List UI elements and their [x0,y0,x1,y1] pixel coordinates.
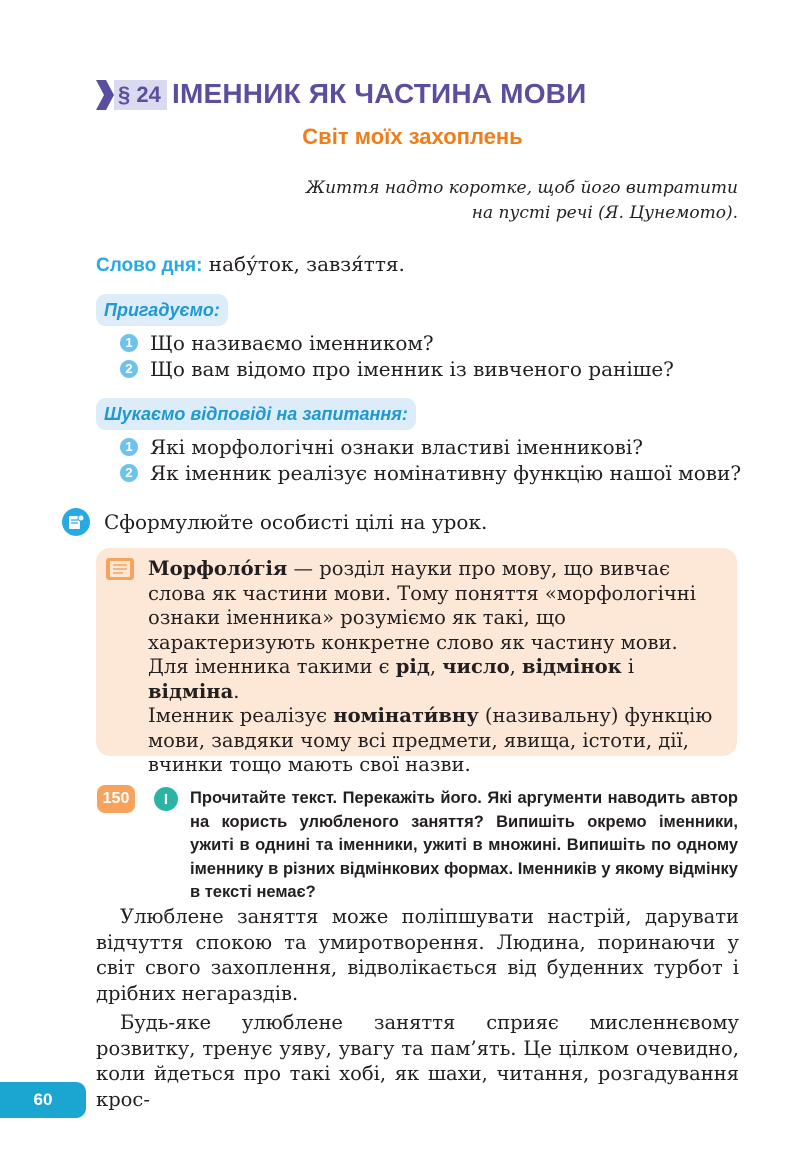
epigraph-line: на пусті речі (Я. Цунемото). [471,203,738,223]
number-badge: 2 [120,360,138,378]
remember-heading: Пригадуємо: [96,294,228,326]
list-item [120,434,741,460]
number-badge: 1 [120,438,138,456]
text-paragraph: Будь-яке улюблене заняття сприяє мисленнєвому розвитку, тренує уяву, увагу та пам’ять. Це цілком очевидно, коли йдеться про такі хобі, як шахи, читання, розгадування крос- [96,1011,739,1111]
goals-text: Сформулюйте особисті цілі на урок. [104,510,488,534]
rule-paragraph [148,557,724,704]
list-item [120,460,741,486]
rule-term-nominative: номінати́вну [333,704,479,727]
notebook-icon [104,556,136,582]
separator: . [233,679,240,703]
exercise-number-badge: 150 [97,785,135,813]
feature-number: число [442,655,510,678]
lesson-subtitle: Світ моїх захоплень [302,124,523,149]
chapter-title: ІМЕННИК ЯК ЧАСТИНА МОВИ [172,78,587,109]
list-item [120,356,674,382]
reading-text [96,904,739,1116]
page-number: 60 [0,1082,86,1118]
goals-icon [62,508,90,536]
word-of-day-words: набу́ток, завзя́ття. [208,252,405,276]
word-of-day-label: Слово дня [96,255,197,276]
feature-gender: рід [395,655,430,678]
exercise-task: Прочитайте текст. Перекажіть його. Які аргументи наводить автор на користь улюбленого заняття? Випишіть окремо іменники, ужиті в однині та іменники, ужиті в множині. Випишіть по одному іменнику в різних відмінкових формах. Іменників у якому відмінку в тексті немає? [190,789,738,901]
number-badge: 2 [120,464,138,482]
separator: , [429,655,443,678]
rule-paragraph [148,704,724,778]
goals-row [62,508,487,536]
rule-term: Морфоло́гія [148,557,288,580]
rule-text-span: Іменник реалізує [148,704,334,727]
question-text: Як іменник реалізує номінативну функцію нашої мови? [150,461,742,485]
word-of-day: Слово дня: набу́ток, завзя́ття. [96,252,405,276]
epigraph-line: Життя надто коротке, щоб його витратити [305,178,738,198]
question-text: Які морфологічні ознаки властиві іменникові? [150,435,644,459]
rule-text-span: (називальну) функцію мови, завдяки чому всі предмети, явища, істоти, дії, вчинки тощо мають свої назви. [148,704,713,776]
number-badge: 1 [120,334,138,352]
answers-list [120,434,741,486]
rule-definition: — розділ науки про мову, що вивчає слова як частини мови. Тому поняття «морфологічні ознаки іменника» розуміємо як такі, що характеризують конкретне слово як частину мови. Для іменника такими є [148,557,696,678]
separator: і [621,655,635,678]
feature-case: відмінок [522,655,622,678]
answers-heading: Шукаємо відповіді на запитання: [96,398,416,430]
section-label: § 24 [114,80,167,110]
question-text: Що називаємо іменником? [150,331,434,355]
rule-text [148,557,724,778]
list-item [120,330,674,356]
epigraph [306,176,738,226]
exercise-level-badge: І [154,787,178,811]
separator: , [509,655,523,678]
remember-list [120,330,674,382]
section-badge [96,78,167,112]
text-paragraph: Улюблене заняття може поліпшувати настрій, дарувати відчуття спокою та умиротворення. Людина, поринаючи у світ свого захоплення, відволікається від буденних турбот і дрібних негараздів. [96,905,739,1005]
section-chevron-icon [96,78,114,112]
feature-declension: відміна [148,679,234,703]
question-text: Що вам відомо про іменник із вивченого раніше? [150,357,674,381]
